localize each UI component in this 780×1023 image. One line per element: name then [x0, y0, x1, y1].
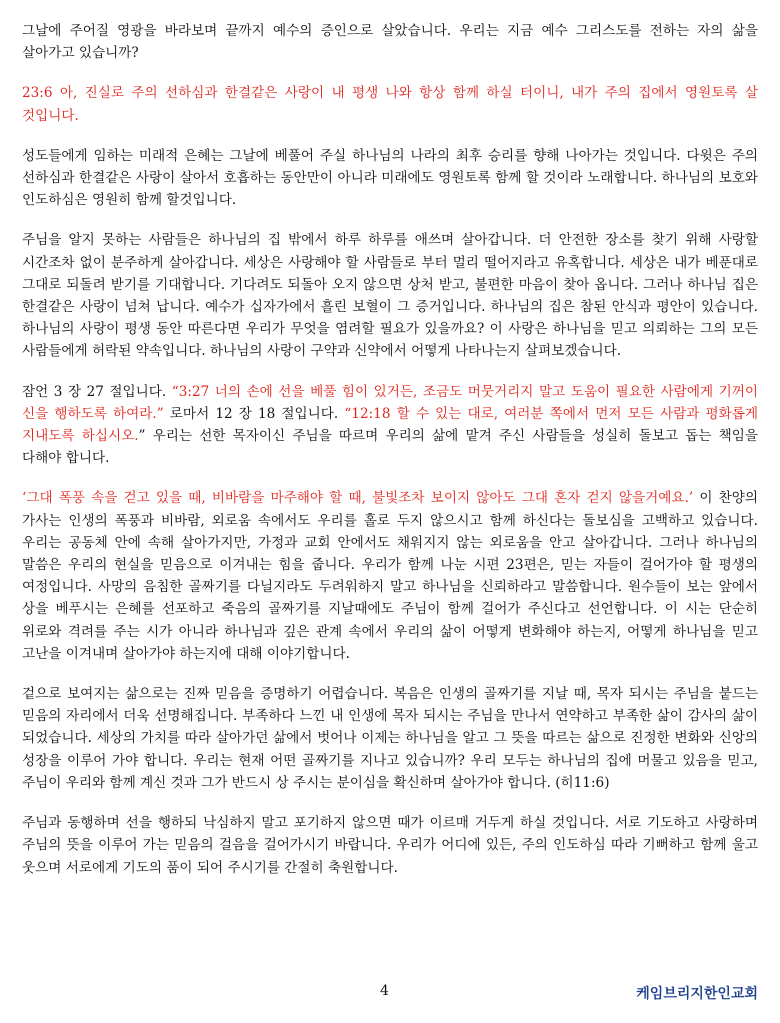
scripture-proverbs-3-27: “3:27 너의 손에 선을 베풀 힘이 있거든, 조금도 머뭇거리지 말고 도움이 필요한 사람에게 기꺼이 신을 행하도록 하여라.” [22, 383, 758, 422]
paragraph-5 [22, 381, 758, 470]
proverbs-intro: 잠언 3 장 27 절입니다. [22, 383, 172, 400]
paragraph-6 [22, 487, 758, 665]
paragraph-3: 성도들에게 임하는 미래적 은혜는 그날에 베풀어 주실 하나님의 나라의 최후 승리를 향해 나아가는 것입니다. 다윗은 주의 선하심과 한결같은 사랑이 살아서 호흡하는 동안만이 아니라 미래에도 영원토록 함께 할 것이라 노래합니다. 하나님의 보호와 인도하심은 영원히 함께 할것입니다. [22, 147, 758, 209]
romans-intro: 로마서 12 장 18 절입니다. [163, 405, 345, 422]
scripture-psalm-23-6: 23:6 아, 진실로 주의 선하심과 한결같은 사랑이 내 평생 나와 항상 함께 하실 터이니, 내가 주의 집에서 영원토록 살 것입니다. [22, 85, 758, 124]
hymn-lyrics-quote: ‘그대 폭풍 속을 걷고 있을 때, 비바람을 마주해야 할 때, 불빛조차 보이지 않아도 그대 혼자 걷지 않을거예요.’ [22, 490, 694, 507]
document-page [22, 20, 758, 897]
church-name: 케임브리지한인교회 [636, 986, 758, 1002]
scripture-romans-12-18: “12:18 할 수 있는 대로, 여러분 쪽에서 먼저 모든 사람과 평화롭게 지내도록 하십시오. [22, 405, 758, 445]
page-footer [0, 983, 780, 1007]
paragraph-4: 주님을 알지 못하는 사람들은 하나님의 집 밖에서 하루 하루를 애쓰며 살아갑니다. 더 안전한 장소를 찾기 위해 사랑할 시간조차 없이 분주하게 살아갑니다. 세상은 사랑해야 할 사람들로 부터 멀리 떨어지라고 유혹합니다. 세상은 내가 베푼대로 그대로 되돌려 받기를 기대합니다. 기다려도 되돌아 오지 않으면 상처 받고, 불편한 마음이 찾아 옵니다. 그러나 하나님 집은 한결같은 사랑이 넘쳐 납니다. 예수가 십자가에서 흘린 보혈이 그 증거입니다. 하나님의 집은 참된 안식과 평안이 있습니다. 하나님의 사랑이 평생 동안 따른다면 우리가 무엇을 염려할 필요가 있을까요? 이 사랑은 하나님을 믿고 의뢰하는 그의 모든 사람들에게 허락된 약속입니다. 하나님의 사랑이 구약과 신약에서 어떻게 나타나는지 살펴보겠습니다. [22, 232, 758, 360]
paragraph-1: 그날에 주어질 영광을 바라보며 끝까지 예수의 증인으로 살았습니다. 우리는 지금 예수 그리스도를 전하는 자의 삶을 살아가고 있습니까? [22, 23, 758, 62]
paragraph-7: 겉으로 보여지는 삶으로는 진짜 믿음을 증명하기 어렵습니다. 복음은 인생의 골짜기를 지날 때, 목자 되시는 주님을 붙드는 믿음의 자리에서 더욱 선명해집니다. 부족하다 느낀 내 인생에 목자 되시는 주님을 만나서 연약하고 부족한 삶이 감사의 삶이 되었습니다. 세상의 가치를 따라 살아가던 삶에서 벗어나 이제는 하나님을 알고 그 뜻을 따르는 삶으로 진정한 변화와 신앙의 성장을 이루어 가야 합니다. 우리는 현재 어떤 골짜기를 지나고 있습니까? 우리 모두는 하나님의 집에 머물고 있음을 믿고, 주님이 우리와 함께 계신 것과 그가 반드시 상 주시는 분이심을 확신하며 살아가야 합니다. (히11:6) [22, 686, 758, 791]
paragraph-8: 주님과 동행하며 선을 행하되 낙심하지 말고 포기하지 않으면 때가 이르매 거두게 하실 것입니다. 서로 기도하고 사랑하며 주님의 뜻을 이루어 가는 믿음의 걸음을 걸어가시기 바랍니다. 우리가 어디에 있든, 주의 인도하심 따라 기뻐하고 함께 울고 웃으며 서로에게 기도의 품이 되어 주시기를 간절히 축원합니다. [22, 815, 758, 876]
paragraph-6-body: 이 찬양의 가사는 인생의 폭풍과 비바람, 외로움 속에서도 우리를 홀로 두지 않으시고 함께 하신다는 돌보심을 고백하고 있습니다. 우리는 공동체 안에 속해 살아가지만, 가정과 교회 안에서도 채워지지 않는 외로움을 안고 살아갑니다. 그러나 하나님의 말씀은 우리의 현실을 믿음으로 이겨내는 힘을 줍니다. 우리가 함께 나눈 시편 23편은, 믿는 자들이 걸어가야 할 평생의 여정입니다. 사망의 음침한 골짜기를 다닐지라도 두려워하지 말고 하나님을 신뢰하라고 말씀합니다. 원수들이 보는 앞에서 상을 베푸시는 은혜를 선포하고 죽음의 골짜기를 지날때에도 주님이 함께 걸어가 주신다고 선언합니다. 이 시는 단순히 위로와 격려를 주는 시가 아니라 하나님과 깊은 관계 속에서 우리의 삶이 어떻게 변화해야 하는지, 어떻게 하나님을 믿고 고난을 이겨내며 살아가야 하는지에 대해 이야기합니다. [22, 490, 759, 662]
paragraph-5-conclusion: ” 우리는 선한 목자이신 주님을 따르며 우리의 삶에 맡겨 주신 사람들을 성실히 돌보고 돕는 책임을 다해야 합니다. [22, 428, 758, 467]
page-number: 4 [380, 983, 389, 999]
